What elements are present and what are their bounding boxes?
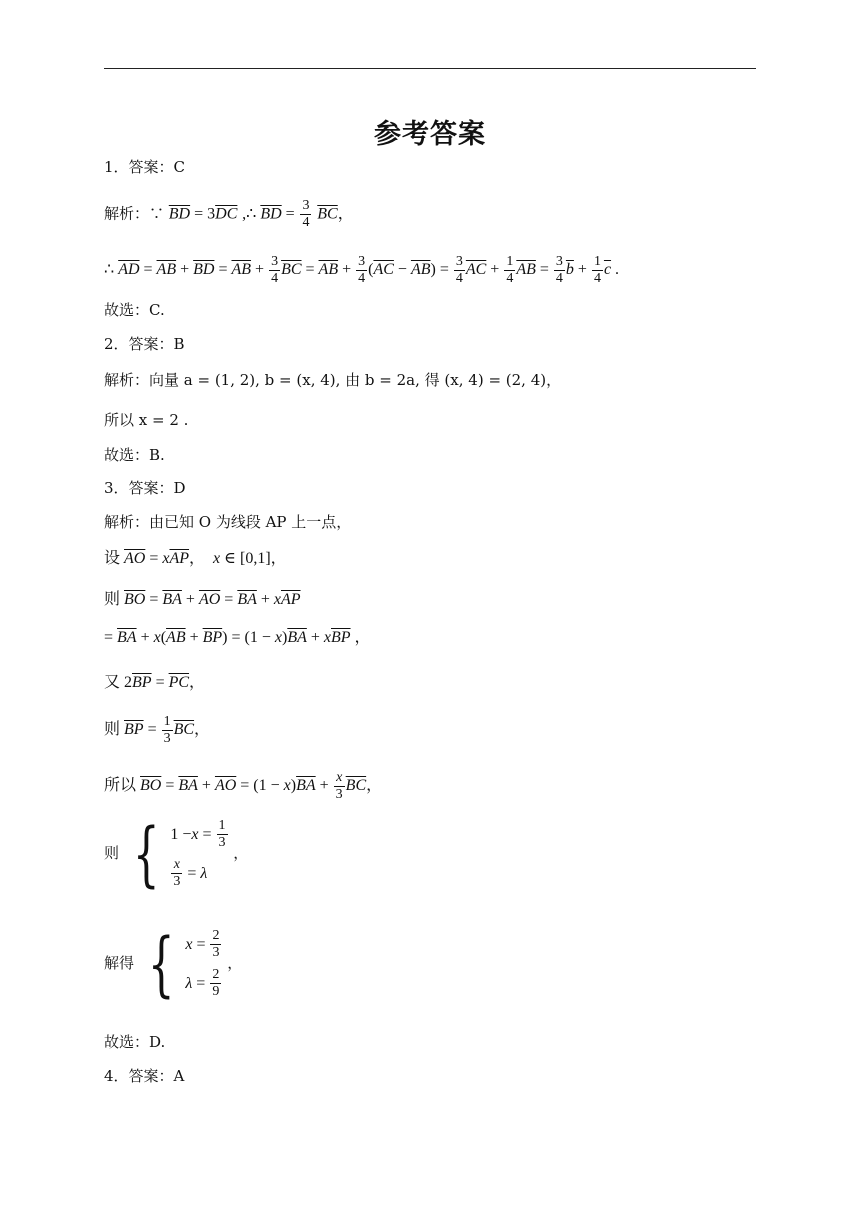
q2-conclusion: 故选：B. <box>104 446 165 464</box>
q1-bc: $\overline{BC}$， <box>317 205 354 223</box>
q1-conclusion: 故选：C. <box>104 301 165 319</box>
q3-l6-fraction: $\frac{1}{3}$ <box>163 714 171 746</box>
q1-derivation-line: ∴ $\overline{AD} = \overline{AB} + \overline{BD} = \overline{AB}$ + $\frac{3}{4}$ $\overline{BC} = \overline{AB}$ + $\frac{3}{4}$ $(\overline{AC} - \overline{AB})$ = $\frac{3}{4}$ $\overline{AC}$ + $\frac{1}{4}$ $\overline{AB}$ = $\frac{3}{4}$ $\overline{b}$ + $\frac{1}{4}$ $\overline{c}$ . <box>104 254 620 286</box>
q1-fraction: $\frac{3}{4}$ <box>302 198 310 230</box>
q3-system2: 解得 { x = $\frac{2}{3}$ λ = $\frac{2}{9}$ ， <box>104 923 243 1005</box>
q3-line3: 则 $\overline{BO} = \overline{BA} + \overline{AO} = \overline{BA} + x\overline{AP}$ <box>104 591 301 608</box>
q2-analysis: 解析：向量 a = (1, 2), b = (x, 4), 由 b = 2a, 得 (x, 4) = (2, 4)， <box>104 371 562 389</box>
q1-answer: 1．答案：C <box>104 158 186 176</box>
q3-line6: 则 $\overline{BP}$ = $\frac{1}{3}$ $\overline{BC}$， <box>104 714 211 746</box>
q3-l7-fraction: $\frac{x}{3}$ <box>335 770 343 802</box>
q3-line4: = $\overline{BA} + x(\overline{AB} + \overline{BP}) = (1 - x)\overline{BA} + x\overline{BP}$ ， <box>104 629 371 646</box>
q3-line1: 解析：由已知 O 为线段 AP 上一点， <box>104 513 352 531</box>
page-title: 参考答案 <box>374 119 486 150</box>
q3-answer: 3．答案：D <box>104 479 186 497</box>
q3-line5: 又 $2\overline{BP} = \overline{PC}$， <box>104 674 206 691</box>
q1-eq-bd: $\overline{BD}$ = <box>260 205 295 223</box>
header-rule <box>104 68 756 69</box>
q1-analysis-line: 解析：∵ $\overline{BD} = 3\overline{DC}$ ,∴ $\overline{BD}$ = $\frac{3}{4}$ $\overline{BC}$， <box>104 198 354 230</box>
q3-conclusion: 故选：D. <box>104 1033 166 1051</box>
q2-so: 所以 x = 2 . <box>104 411 189 429</box>
q3-line7: 所以 $\overline{BO} = \overline{BA} + \overline{AO} = (1 - x)\overline{BA}$ + $\frac{x}{3}$ $\overline{BC}$， <box>104 770 383 802</box>
q2-answer: 2．答案：B <box>104 335 185 353</box>
q3-system1: 则 { 1 − x = $\frac{1}{3}$ $\frac{x}{3}$ = λ ， <box>104 813 249 895</box>
q4-answer: 4．答案：A <box>104 1067 185 1085</box>
q1-eq-bd-3dc: $\overline{BD} = 3\overline{DC}$ <box>168 205 238 223</box>
q3-line2: 设 $\overline{AO} = x\overline{AP}$， x ∈ [0,1]， <box>104 550 287 567</box>
q1-analysis-prefix: 解析：∵ <box>104 204 169 223</box>
